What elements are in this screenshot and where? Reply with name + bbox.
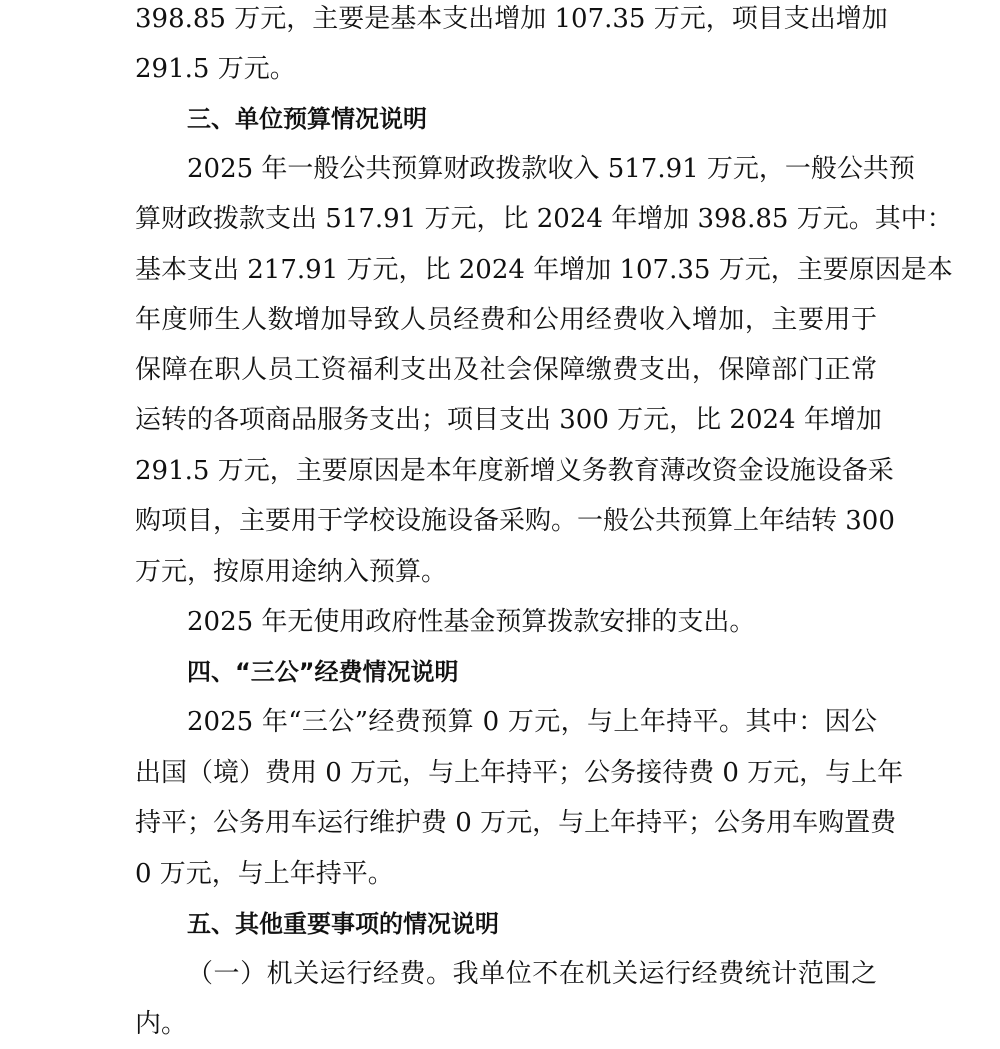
paragraph-line: 2025 年一般公共预算财政拨款收入 517.91 万元，一般公共预	[187, 154, 915, 184]
paragraph-line: 出国（境）费用 0 万元，与上年持平；公务接待费 0 万元，与上年	[135, 758, 904, 788]
paragraph-line: 291.5 万元，主要原因是本年度新增义务教育薄改资金设施设备采	[135, 456, 894, 486]
paragraph-line: 运转的各项商品服务支出；项目支出 300 万元，比 2024 年增加	[135, 405, 882, 435]
paragraph-line: 2025 年“三公”经费预算 0 万元，与上年持平。其中：因公	[187, 707, 877, 737]
paragraph-line: 398.85 万元，主要是基本支出增加 107.35 万元，项目支出增加	[135, 4, 888, 34]
paragraph-line: 0 万元，与上年持平。	[135, 859, 394, 889]
paragraph-line: 291.5 万元。	[135, 54, 296, 84]
paragraph-line: 万元，按原用途纳入预算。	[135, 557, 448, 587]
section-heading: 三、单位预算情况说明	[187, 105, 427, 133]
paragraph-line: 持平；公务用车运行维护费 0 万元，与上年持平；公务用车购置费	[135, 808, 897, 838]
paragraph-line: 购项目，主要用于学校设施设备采购。一般公共预算上年结转 300	[135, 506, 895, 536]
section-heading: 四、“三公”经费情况说明	[187, 658, 459, 686]
paragraph-line: （一）机关运行经费。我单位不在机关运行经费统计范围之	[187, 959, 877, 989]
section-heading: 五、其他重要事项的情况说明	[187, 910, 499, 938]
paragraph-line: 基本支出 217.91 万元，比 2024 年增加 107.35 万元，主要原因是本	[135, 255, 953, 285]
paragraph-line: 算财政拨款支出 517.91 万元，比 2024 年增加 398.85 万元。其中：	[135, 204, 953, 234]
paragraph-line: 保障在职人员工资福利支出及社会保障缴费支出，保障部门正常	[135, 355, 877, 385]
paragraph-line: 2025 年无使用政府性基金预算拨款安排的支出。	[187, 607, 756, 637]
paragraph-line: 年度师生人数增加导致人员经费和公用经费收入增加，主要用于	[135, 305, 877, 335]
paragraph-line: 内。	[135, 1009, 188, 1039]
